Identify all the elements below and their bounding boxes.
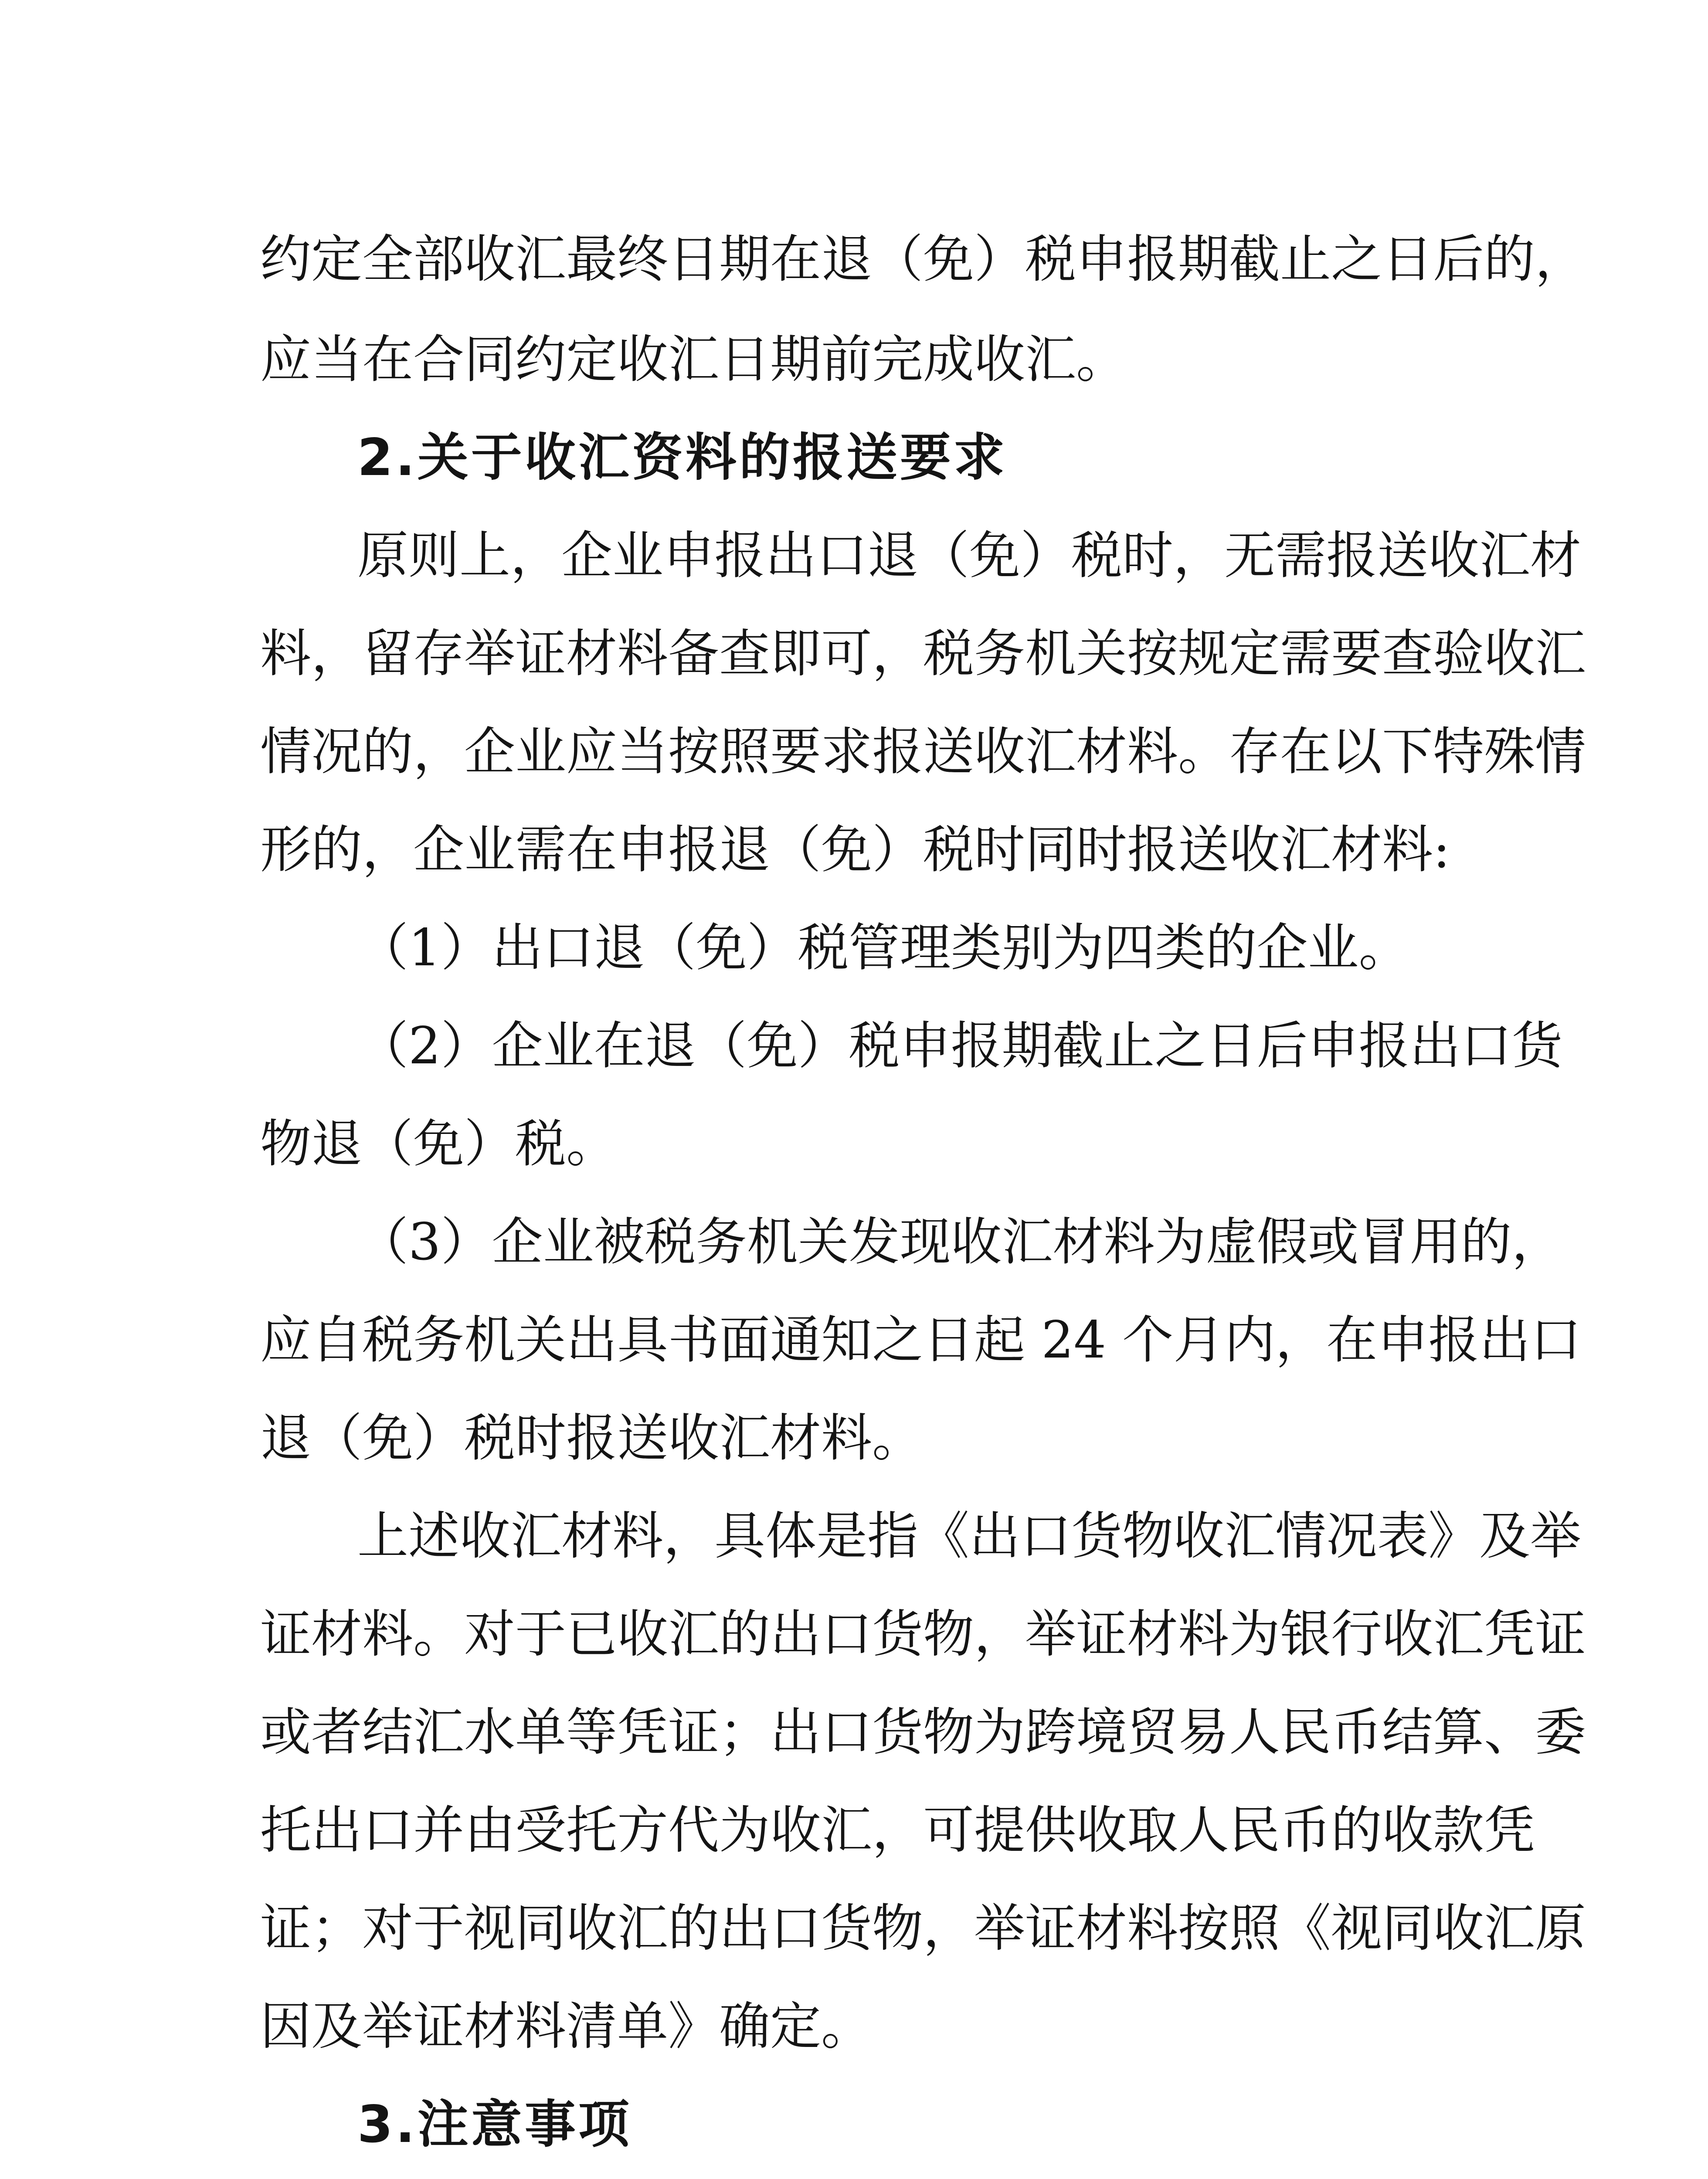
text-line: 或者结汇水单等凭证；出口货物为跨境贸易人民币结算、委	[260, 1702, 1586, 1762]
text-line: 应当在合同约定收汇日期前完成收汇。	[260, 329, 1127, 389]
section-heading: 3.注意事项	[357, 2094, 632, 2154]
text-line: 约定全部收汇最终日期在退（免）税申报期截止之日后的，	[260, 229, 1586, 289]
text-line: 物退（免）税。	[260, 1114, 618, 1174]
text-line: 料，留存举证材料备查即可，税务机关按规定需要查验收汇	[260, 624, 1586, 683]
text-line: 情况的，企业应当按照要求报送收汇材料。存在以下特殊情	[260, 722, 1586, 781]
text-line: 退（免）税时报送收汇材料。	[260, 1408, 924, 1468]
text-line: 托出口并由受托方代为收汇，可提供收取人民币的收款凭	[260, 1800, 1535, 1860]
text-line: 形的，企业需在申报退（免）税时同时报送收汇材料:	[260, 820, 1450, 879]
section-heading: 2.关于收汇资料的报送要求	[357, 428, 1007, 487]
text-line: 证材料。对于已收汇的出口货物，举证材料为银行收汇凭证	[260, 1604, 1586, 1664]
text-line: 应自税务机关出具书面通知之日起 24 个月内，在申报出口	[260, 1310, 1582, 1370]
text-line: 原则上，企业申报出口退（免）税时，无需报送收汇材	[357, 526, 1582, 585]
list-item-text: （1）出口退（免）税管理类别为四类的企业。	[357, 918, 1410, 977]
list-item-text: （3）企业被税务机关发现收汇材料为虚假或冒用的，	[357, 1212, 1563, 1272]
text-line: 上述收汇材料，具体是指《出口货物收汇情况表》及举	[357, 1506, 1582, 1566]
text-line: 证；对于视同收汇的出口货物，举证材料按照《视同收汇原	[260, 1898, 1586, 1958]
list-item-text: （2）企业在退（免）税申报期截止之日后申报出口货	[357, 1016, 1563, 1076]
text-line: 因及举证材料清单》确定。	[260, 1996, 873, 2056]
